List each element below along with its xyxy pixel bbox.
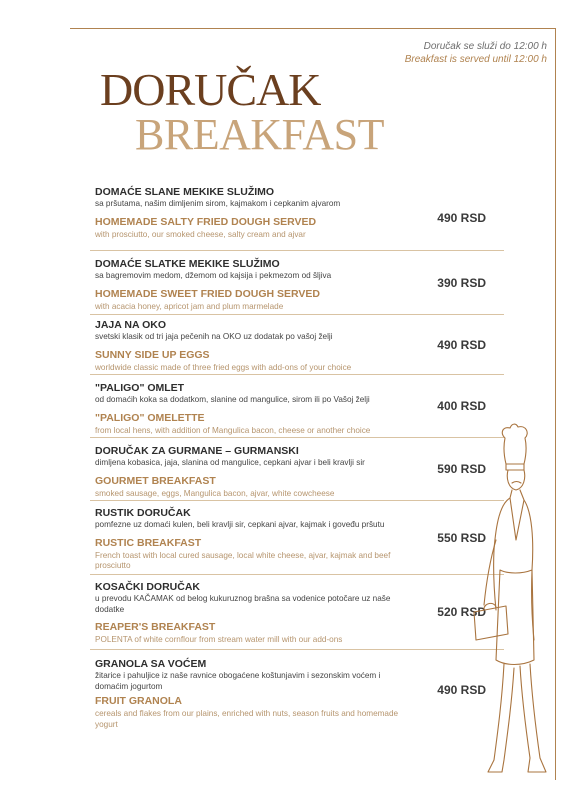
item-price: 520 RSD <box>437 605 486 619</box>
item-name-sr: DOMAĆE SLANE MEKIKE SLUŽIMO <box>95 186 275 198</box>
item-name-en: SUNNY SIDE UP EGGS <box>95 348 210 361</box>
item-desc-sr: žitarice i pahuljice iz naše ravnice obogaćene koštunjavim i sezonskim voćem i domaćim jogurtom <box>95 671 381 691</box>
frame-right-line <box>555 28 556 780</box>
menu-item <box>90 315 504 375</box>
item-price: 590 RSD <box>437 462 486 476</box>
frame-top-line <box>70 28 556 29</box>
item-name-en: REAPER'S BREAKFAST <box>95 621 216 633</box>
item-name-en: HOMEMADE SWEET FRIED DOUGH SERVED <box>95 287 320 300</box>
item-price: 400 RSD <box>437 399 486 413</box>
item-name-sr: GRANOLA SA VOĆEM <box>95 658 207 670</box>
serving-time-en: Breakfast is served until 12:00 h <box>404 54 547 65</box>
page-title-sr: DORUČAK <box>100 64 321 115</box>
menu-item <box>90 575 504 650</box>
menu-item <box>90 438 504 501</box>
item-name-en: RUSTIC BREAKFAST <box>95 536 202 549</box>
item-desc-en: with acacia honey, apricot jam and plum marmelade <box>95 301 284 311</box>
item-price: 490 RSD <box>437 211 486 225</box>
item-name-en: HOMEMADE SALTY FRIED DOUGH SERVED <box>95 215 317 228</box>
chef-illustration <box>472 420 552 780</box>
menu-item <box>90 186 504 251</box>
item-desc-sr: svetski klasik od tri jaja pečenih na OKO uz dodatak po vašoj želji <box>95 332 333 341</box>
item-price: 490 RSD <box>437 683 486 697</box>
item-name-sr: JAJA NA OKO <box>95 319 166 331</box>
item-desc-sr: sa bagremovim medom, džemom od kajsija i pekmezom od šljiva <box>95 271 332 280</box>
item-desc-en: cereals and flakes from our plains, enriched with nuts, season fruits and homemade yogurt <box>95 709 399 729</box>
item-name-sr: KOSAČKI DORUČAK <box>95 581 200 593</box>
item-name-en: FRUIT GRANOLA <box>95 695 182 707</box>
item-desc-sr: pomfezne uz domaći kulen, beli kravlji sir, cepkani ajvar, kajmak i goveđu pršutu <box>95 520 385 529</box>
item-price: 490 RSD <box>437 337 486 352</box>
item-name-en: "PALIGO" OMELETTE <box>95 411 205 424</box>
item-desc-en: with prosciutto, our smoked cheese, salty cream and ajvar <box>95 229 306 239</box>
item-desc-en: worldwide classic made of three fried eggs with add-ons of your choice <box>95 362 352 372</box>
item-desc-sr: sa pršutama, našim dimljenim sirom, kajmakom i cepkanim ajvarom <box>95 199 341 208</box>
item-price: 390 RSD <box>437 275 486 290</box>
serving-time-sr: Doručak se služi do 12:00 h <box>423 41 547 52</box>
item-name-sr: DORUČAK ZA GURMANE – GURMANSKI <box>95 445 299 457</box>
item-desc-sr: dimljena kobasica, jaja, slanina od mangulice, cepkani ajvar i beli kravlji sir <box>95 458 365 467</box>
item-name-sr: DOMAĆE SLATKE MEKIKE SLUŽIMO <box>95 258 280 270</box>
item-desc-en: from local hens, with addition of Mangulica bacon, cheese or another choice <box>95 425 371 435</box>
item-name-sr: RUSTIK DORUČAK <box>95 507 191 519</box>
page-title-en: BREAKFAST <box>135 110 384 159</box>
item-desc-en: French toast with local cured sausage, local white cheese, ajvar, kajmak and beef prosciutto <box>95 550 391 570</box>
item-desc-sr: od domaćih koka sa dodatkom, slanine od mangulice, sirom ili po Vašoj želji <box>95 395 370 404</box>
menu-item <box>90 501 504 575</box>
item-name-sr: "PALIGO" OMLET <box>95 382 185 394</box>
serving-time-note <box>405 40 547 66</box>
item-name-en: GOURMET BREAKFAST <box>95 474 216 487</box>
menu-item <box>90 375 504 438</box>
item-desc-sr: u prevodu KAČAMAK od belog kukuruznog brašna sa vodenice potočare uz naše dodatke <box>95 594 391 614</box>
item-price: 550 RSD <box>437 530 486 545</box>
menu-item <box>90 650 504 730</box>
menu-item <box>90 251 504 315</box>
item-desc-en: smoked sausage, eggs, Mangulica bacon, ajvar, white cowcheese <box>95 488 335 498</box>
item-desc-en: POLENTA of white cornflour from stream water mill with our add-ons <box>95 635 343 644</box>
breakfast-menu-list <box>90 186 504 730</box>
